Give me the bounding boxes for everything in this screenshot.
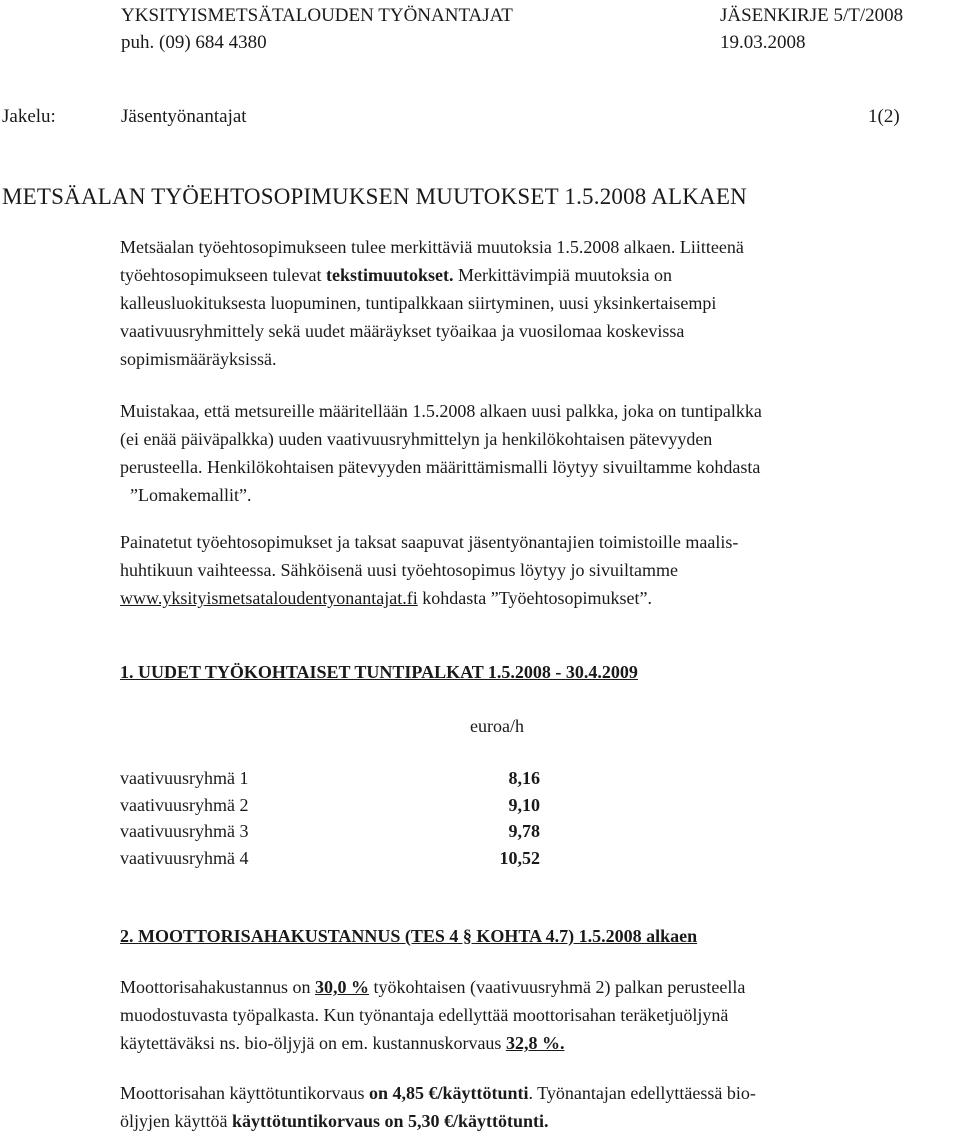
usage-line-1-c: . Työnantajan edellyttäessä bio- [528, 1083, 756, 1103]
wage-group-label: vaativuusryhmä 1 [120, 768, 249, 788]
usage-line-2-a: öljyjen käyttöä [120, 1111, 232, 1131]
section-2-heading: 2. MOOTTORISAHAKUSTANNUS (TES 4 § KOHTA 4.7) 1.5.2008 alkaen [120, 926, 698, 946]
chainsaw-line-3-a: käytettäväksi ns. bio-öljyjä on em. kustannuskorvaus [120, 1033, 506, 1053]
unit-label: euroa/h [470, 716, 524, 736]
usage-hour-rate: on 4,85 €/käyttötunti [368, 1083, 529, 1103]
org-name: YKSITYISMETSÄTALOUDEN TYÖNANTAJAT [121, 5, 513, 26]
phone-number: puh. (09) 684 4380 [121, 32, 267, 53]
wage-value: 9,10 [508, 795, 540, 815]
distribution-label: Jakelu: [2, 106, 56, 127]
bio-oil-cost-percent: 32,8 %. [505, 1033, 565, 1053]
document-id: JÄSENKIRJE 5/T/2008 [720, 5, 904, 26]
intro-line-2-c: Merkittävimpiä muutoksia on [453, 265, 672, 285]
chainsaw-line-1-c: työkohtaisen (vaativuusryhmä 2) palkan perusteella [369, 977, 746, 997]
printed-line-1: Painatetut työehtosopimukset ja taksat saapuvat jäsentyönantajien toimistoille maalis- [120, 532, 739, 552]
usage-line-1-a: Moottorisahan käyttötuntikorvaus [120, 1083, 369, 1103]
usage-hour-paragraph [120, 1079, 756, 1135]
usage-line-1 [120, 1079, 756, 1107]
printed-line-3 [120, 584, 738, 612]
chainsaw-cost-paragraph [120, 973, 745, 1057]
document-title: METSÄALAN TYÖEHTOSOPIMUKSEN MUUTOKSET 1.5.2008 ALKAEN [2, 184, 747, 209]
wage-group-label: vaativuusryhmä 4 [120, 848, 249, 868]
chainsaw-line-1 [120, 973, 745, 1001]
printed-agreements-paragraph [120, 528, 738, 612]
reminder-line-3: perusteella. Henkilökohtaisen pätevyyden määrittämismalli löytyy sivuiltamme kohdasta [120, 457, 761, 477]
reminder-line-2: (ei enää päiväpalkka) uuden vaativuusryhmittelyn ja henkilökohtaisen pätevyyden [120, 429, 713, 449]
wage-value: 10,52 [499, 848, 540, 868]
wage-value: 8,16 [508, 768, 540, 788]
intro-line-4: vaativuusryhmittely sekä uudet määräykset työaikaa ja vuosilomaa koskevissa [120, 321, 685, 341]
printed-line-3-tail: kohdasta ”Työehtosopimukset”. [417, 588, 652, 608]
wage-row [120, 819, 540, 843]
wage-group-label: vaativuusryhmä 2 [120, 795, 249, 815]
intro-line-2 [120, 261, 744, 289]
page-number: 1(2) [868, 106, 900, 127]
reminder-line-4: ”Lomakemallit”. [130, 485, 252, 505]
intro-line-5: sopimismääräyksissä. [120, 349, 277, 369]
chainsaw-line-3 [120, 1029, 745, 1057]
reminder-paragraph [120, 397, 762, 509]
intro-line-2-a: työehtosopimukseen tulevat [120, 265, 326, 285]
intro-line-3: kalleusluokituksesta luopuminen, tuntipalkkaan siirtyminen, uusi yksinkertaisempi [120, 293, 717, 313]
website-link[interactable]: www.yksityismetsataloudentyonantajat.fi [120, 588, 418, 608]
wage-value: 9,78 [508, 821, 540, 841]
chainsaw-cost-percent: 30,0 % [315, 977, 369, 997]
text-changes-emphasis: tekstimuutokset. [325, 265, 454, 285]
chainsaw-line-1-a: Moottorisahakustannus on [120, 977, 315, 997]
intro-paragraph [120, 233, 744, 373]
wage-group-label: vaativuusryhmä 3 [120, 821, 249, 841]
section-1-heading: 1. UUDET TYÖKOHTAISET TUNTIPALKAT 1.5.2008 - 30.4.2009 [120, 662, 638, 682]
bio-oil-usage-rate: käyttötuntikorvaus on 5,30 €/käyttötunti. [231, 1111, 549, 1131]
reminder-line-1: Muistakaa, että metsureille määritellään 1.5.2008 alkaen uusi palkka, joka on tuntipalkka [120, 401, 762, 421]
wage-row [120, 793, 540, 817]
letter-date: 19.03.2008 [720, 32, 806, 53]
wage-row [120, 846, 540, 870]
chainsaw-line-2: muodostuvasta työpalkasta. Kun työnantaja edellyttää moottorisahan teräketjuöljynä [120, 1005, 729, 1025]
wage-row [120, 766, 540, 790]
distribution-value: Jäsentyönantajat [121, 106, 247, 127]
printed-line-2: huhtikuun vaihteessa. Sähköisenä uusi työehtosopimus löytyy jo sivuiltamme [120, 560, 678, 580]
intro-line-1: Metsäalan työehtosopimukseen tulee merkittäviä muutoksia 1.5.2008 alkaen. Liitteenä [120, 237, 744, 257]
usage-line-2 [120, 1107, 756, 1135]
